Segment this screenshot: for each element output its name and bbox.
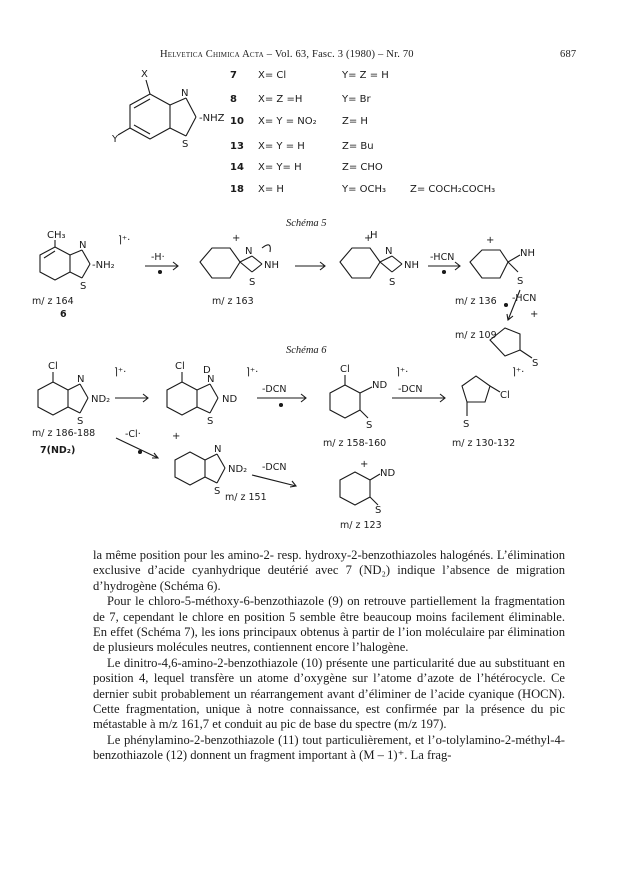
compound-table (230, 70, 560, 200)
svg-text:S: S (214, 486, 221, 497)
scheme5-arrow-hcn-loss: -HCN (430, 252, 455, 263)
scheme5-compound-6: 6 (60, 309, 67, 320)
compound-number: 18 (230, 184, 244, 195)
svg-text:+: + (360, 459, 369, 470)
svg-text:-NH₂: -NH₂ (92, 260, 115, 271)
svg-text:S: S (77, 416, 84, 427)
svg-text:⌉⁺·: ⌉⁺· (246, 367, 259, 378)
svg-text:H: H (370, 230, 378, 241)
compound-number: 13 (230, 141, 244, 152)
generic-benzothiazole-structure (111, 69, 225, 150)
paragraph: Le phénylamino-2-benzothiazole (11) tout particulièrement, et l’o-tolylamino-2-méthyl-4-benzothiazole (12) donnent un fragment important à (M – 1)⁺. La frag- (93, 732, 565, 763)
compound-row (230, 116, 560, 130)
scheme5-label-m163: m/ z 163 (212, 296, 254, 307)
scheme5-caption: Schéma 5 (286, 218, 327, 229)
svg-text:ND: ND (372, 380, 388, 391)
scheme6-label-m158: m/ z 158-160 (323, 438, 387, 449)
svg-text:S: S (532, 358, 539, 369)
svg-text:ND₂: ND₂ (228, 464, 248, 475)
svg-text:+: + (232, 233, 241, 244)
scheme6-arrow-dcn-loss-2: -DCN (398, 384, 423, 395)
journal-name: Helvetica Chimica Acta (160, 49, 264, 60)
scheme6-compound-7nd2: 7(ND₂) (40, 445, 76, 456)
svg-text:Cl: Cl (500, 390, 510, 401)
paragraph: Le dinitro-4,6-amino-2-benzothiazole (10) présente une particularité due au substituant en position 4, lequel transfère un atome d’oxygène sur l’atome d’azote de l’hétérocycle. Ce dernier subit probablement un réarrangement avant d’éliminer de l’acide cyanique (HOCN). Cette fragmentation, unique à notre connaissance, est confirmée par la présence du pic métastable à m/z 161,7 et conduit au pic de base du spectre (m/z 197). (93, 655, 565, 732)
svg-text:CH₃: CH₃ (47, 230, 66, 241)
svg-text:+: + (486, 235, 495, 246)
svg-text:Cl: Cl (175, 361, 185, 372)
scheme6-label-m123: m/ z 123 (340, 520, 382, 531)
svg-text:+: + (364, 233, 373, 244)
compound-y: Y= Z = H (342, 70, 389, 81)
scheme5-label-m164: m/ z 164 (32, 296, 74, 307)
scheme6-arrow-dcn-loss: -DCN (262, 384, 287, 395)
compound-y: Z= Bu (342, 141, 374, 152)
svg-text:+: + (530, 309, 539, 320)
svg-text:N: N (181, 88, 189, 99)
svg-text:-NHZ: -NHZ (199, 113, 225, 124)
svg-text:⌉⁺·: ⌉⁺· (114, 367, 127, 378)
scheme6-label-m151: m/ z 151 (225, 492, 267, 503)
scheme6-arrow-dcn-loss-3: -DCN (262, 462, 287, 473)
compound-row (230, 94, 560, 108)
svg-text:S: S (207, 416, 214, 427)
svg-text:S: S (389, 277, 396, 288)
svg-text:N: N (245, 246, 253, 257)
scheme6-caption: Schéma 6 (286, 345, 327, 356)
scheme5-label-m109: m/ z 109 (455, 330, 497, 341)
svg-text:N: N (77, 374, 85, 385)
svg-text:NH: NH (520, 248, 535, 259)
compound-y: Z= H (342, 116, 368, 127)
compound-x: X= Y = H (258, 141, 305, 152)
compound-number: 14 (230, 162, 244, 173)
compound-x: X= Cl (258, 70, 287, 81)
svg-text:ND₂: ND₂ (91, 394, 111, 405)
svg-text:S: S (249, 277, 256, 288)
body-text (93, 548, 565, 764)
svg-text:N: N (214, 444, 222, 455)
compound-row (230, 162, 560, 176)
compound-x: X= Z =H (258, 94, 303, 105)
svg-text:S: S (463, 419, 470, 430)
svg-text:ND: ND (380, 468, 396, 479)
svg-text:S: S (80, 281, 87, 292)
compound-y: Y= OCH₃ (342, 184, 387, 195)
svg-text:Cl: Cl (340, 364, 350, 375)
scheme5-arrow-hcn-loss-2: -HCN (512, 293, 537, 304)
svg-text:D: D (203, 365, 211, 376)
scheme6-label-m130: m/ z 130-132 (452, 438, 516, 449)
scheme6-arrow-cl-loss: -Cl· (125, 429, 141, 440)
svg-text:X: X (141, 69, 148, 80)
compound-x: X= Y = NO₂ (258, 116, 317, 127)
svg-text:NH: NH (264, 260, 279, 271)
compound-y: Z= CHO (342, 162, 383, 173)
compound-number: 10 (230, 116, 244, 127)
svg-text:N: N (79, 240, 87, 251)
compound-number: 8 (230, 94, 237, 105)
svg-text:S: S (182, 139, 189, 150)
svg-text:+: + (172, 431, 181, 442)
svg-text:Y: Y (112, 134, 119, 145)
svg-text:S: S (517, 276, 524, 287)
compound-x: X= Y= H (258, 162, 302, 173)
svg-text:NH: NH (404, 260, 419, 271)
scheme6-label-m186: m/ z 186-188 (32, 428, 96, 439)
svg-text:N: N (207, 374, 215, 385)
compound-y: Y= Br (342, 94, 371, 105)
svg-text:N: N (385, 246, 393, 257)
compound-number: 7 (230, 70, 237, 81)
scheme5-arrow-h-loss: -H· (151, 252, 165, 263)
svg-text:⌉⁺·: ⌉⁺· (118, 235, 131, 246)
compound-x: X= H (258, 184, 284, 195)
svg-text:⌉⁺·: ⌉⁺· (512, 367, 525, 378)
svg-text:S: S (366, 420, 373, 431)
page-number: 687 (560, 49, 577, 60)
paragraph: Pour le chloro-5-méthoxy-6-benzothiazole (9) on retrouve partiellement la fragmentation de 7, cependant le chlore en position 5 semble être beaucoup moins facilement éliminable. En effet (Schéma 7), les ions principaux obtenus à partir de l’ion moléculaire par élimination de plusieurs molécules neutres, contiennent encore l’halogène. (93, 594, 565, 655)
compound-row (230, 70, 560, 84)
svg-text:Cl: Cl (48, 361, 58, 372)
compound-row (230, 141, 560, 155)
compound-z: Z= COCH₂COCH₃ (410, 184, 496, 195)
svg-text:⌉⁺·: ⌉⁺· (396, 367, 409, 378)
compound-row (230, 184, 560, 198)
svg-text:ND: ND (222, 394, 238, 405)
journal-volume: – Vol. 63, Fasc. 3 (1980) – Nr. 70 (263, 49, 414, 60)
svg-text:S: S (375, 505, 382, 516)
paragraph: la même position pour les amino-2- resp. hydroxy-2-benzothiazoles halogénés. L’élimination exclusive d’acide cyanhydrique deutérié avec 7 (ND₂) indique l’absence de migration d’hydrogène (Schéma 6). (93, 548, 565, 593)
scheme5-label-m136: m/ z 136 (455, 296, 497, 307)
